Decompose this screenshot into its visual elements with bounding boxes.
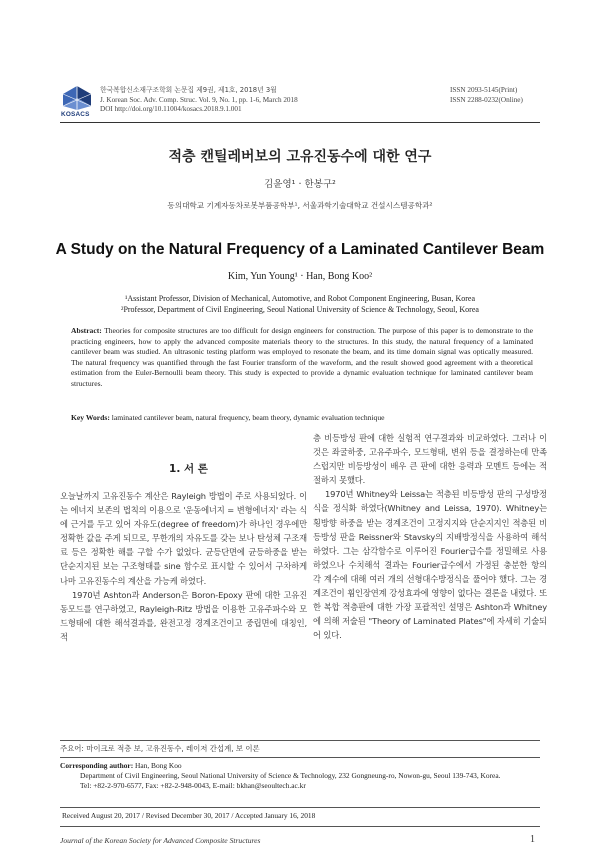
keywords-text: laminated cantilever beam, natural frequency, beam theory, dynamic evaluation technique <box>111 413 385 422</box>
affiliations-korean: 동의대학교 기계자동차로봇부품공학부¹, 서울과학기술대학교 건설시스템공학과² <box>167 201 433 210</box>
affiliations-english <box>40 293 560 315</box>
journal-name-kr: 한국복합신소재구조학회 논문집 제9권, 제1호, 2018년 3월 <box>100 86 277 94</box>
paragraph: 층 비등방성 판에 대한 실험적 연구결과와 비교하였다. 그러나 이것은 좌굴하중, 고유주파수, 모드형태, 변위 등을 결정하는데 만족스럽지만 비등방성이 배우 큰 판에 대한 응력과 모멘트 등에는 적절하지 못했다. <box>313 433 547 486</box>
affiliation-1: ¹Assistant Professor, Division of Mechanical, Automotive, and Robot Component Engineering, Busan, Korea <box>124 294 476 303</box>
title-korean: 적층 캔틸레버보의 고유진동수에 대한 연구 <box>168 149 432 165</box>
paragraph: 1970년 Ashton과 Anderson은 Boron-Epoxy 판에 대한 고유진동모드를 연구하였고, Rayleigh-Ritz 방법을 이용한 고유주파수와 모드형태에 대한 해석결과를, 완전고정 경계조건이고 중립면에 대칭인, 적 <box>60 589 307 642</box>
corresponding-address: Department of Civil Engineering, Seoul National University of Science & Technology, 232 Gongneung-ro, Nowon-gu, Seoul 139-743, Korea. <box>80 771 501 781</box>
keywords <box>71 413 533 424</box>
left-column <box>60 489 307 644</box>
header-issn <box>450 86 523 105</box>
keywords-korean: 주요어: 마이크로 적층 보, 고유진동수, 레이저 간섭계, 보 이론 <box>60 744 260 753</box>
logo-text: KOSACS <box>61 111 90 118</box>
issn-print: ISSN 2093-5145(Print) <box>450 86 518 94</box>
section-heading-introduction: 1. 서 론 <box>169 463 208 475</box>
received-dates: Received August 20, 2017 / Revised December 30, 2017 / Accepted January 16, 2018 <box>62 811 316 820</box>
abstract <box>71 326 533 390</box>
right-column <box>313 431 547 642</box>
authors-korean: 김윤영¹ · 한봉구² <box>264 179 336 190</box>
issn-online: ISSN 2288-0232(Online) <box>450 95 523 104</box>
header-journal <box>100 86 298 115</box>
corresponding-author <box>60 761 540 792</box>
footer-journal: Journal of the Korean Society for Advanced Composite Structures <box>60 836 261 845</box>
page-number: 1 <box>530 834 535 845</box>
doi-link[interactable]: DOI http://doi.org/10.11004/kosacs.2018.9.1.001 <box>100 105 242 114</box>
authors-english: Kim, Yun Young¹ · Han, Bong Koo² <box>227 271 373 282</box>
corresponding-contact: Tel: +82-2-970-6577, Fax: +82-2-948-0043, E-mail: bkhan@seoultech.ac.kr <box>80 781 306 791</box>
abstract-text: Theories for composite structures are too difficult for design engineers for construction. The purpose of this paper is to demonstrate to the practicing engineers, how to apply the advanced composite materials theory to the structures. In this study, the natural frequency of a laminated cantilever beam was studied. An ultrasonic testing platform was employed to resonate the beam, and its time domain signal was optically measured. The natural frequency was quantified through the fast Fourier transform of the waveform, and the result showed good agreement with a theoretical estimation from the Euler-Bernoulli beam theory. This study is expected to provide a dynamic evaluation technique for laminated cantilever beam structures. <box>71 326 534 388</box>
title-english: A Study on the Natural Frequency of a Laminated Cantilever Beam <box>55 241 545 258</box>
paragraph: 오늘날까지 고유진동수 계산은 Rayleigh 방법이 주로 사용되었다. 이는 에너지 보존의 법칙의 이용으로 '운동에너지 = 변형에너지' 라는 식에 근거를 두고 있어 자유도(degree of freedom)가 하나인 경우에만 정확한 값을 주게 되므로, 무한개의 자유도를 갖는 보나 탄성체 구조재료 등은 정확한 해를 구할 수가 없었다. 균등단면에 균등하중을 받는 단순지지된 보는 구조형태를 sine 함수로 표시할 수 있어서 구차하게나마 고유진동수의 계산을 가능케 하였다. <box>60 491 307 586</box>
keywords-label: Key Words: <box>71 413 110 422</box>
journal-logo <box>60 85 94 119</box>
paragraph: 1970년 Whitney와 Leissa는 적층된 비등방성 판의 구성방정식을 정식화 하였다(Whitney and Leissa, 1970). Whitney는 횡방향 하중을 받는 경계조건이 고정지지와 단순지지인 적층된 비등방성 판을 Reissner와 Stavsky의 지배방정식을 사용하여 해석하였다. 그는 삼각함수로 이루어진 Fourier급수를 정밀해로 사용하였으나 수치해석 결과는 Fourier급수에서 가정된 충분한 항의 각 계수에 대해 여러 개의 선형대수방정식을 풀어야 했다. 그는 경계조건이 휨인장연계 강성효과에 영향이 없다는 결론을 내렸다. 또한 복합 적층판에 대한 가장 포괄적인 설명은 Ashton과 Whitney 에 의해 저술된 "Theory of Laminated Plates"에 자세히 기술되어 있다. <box>313 489 547 641</box>
kosacs-logo-icon <box>60 85 94 111</box>
affiliation-2: ²Professor, Department of Civil Engineering, Seoul National University of Science & Technology, Seoul, Korea <box>121 305 479 314</box>
corresponding-label: Corresponding author: <box>60 761 134 770</box>
abstract-label: Abstract: <box>71 326 102 335</box>
journal-name-en: J. Korean Soc. Adv. Comp. Struc. Vol. 9, No. 1, pp. 1-6, March 2018 <box>100 95 298 104</box>
corresponding-name: Han, Bong Koo <box>133 761 182 770</box>
